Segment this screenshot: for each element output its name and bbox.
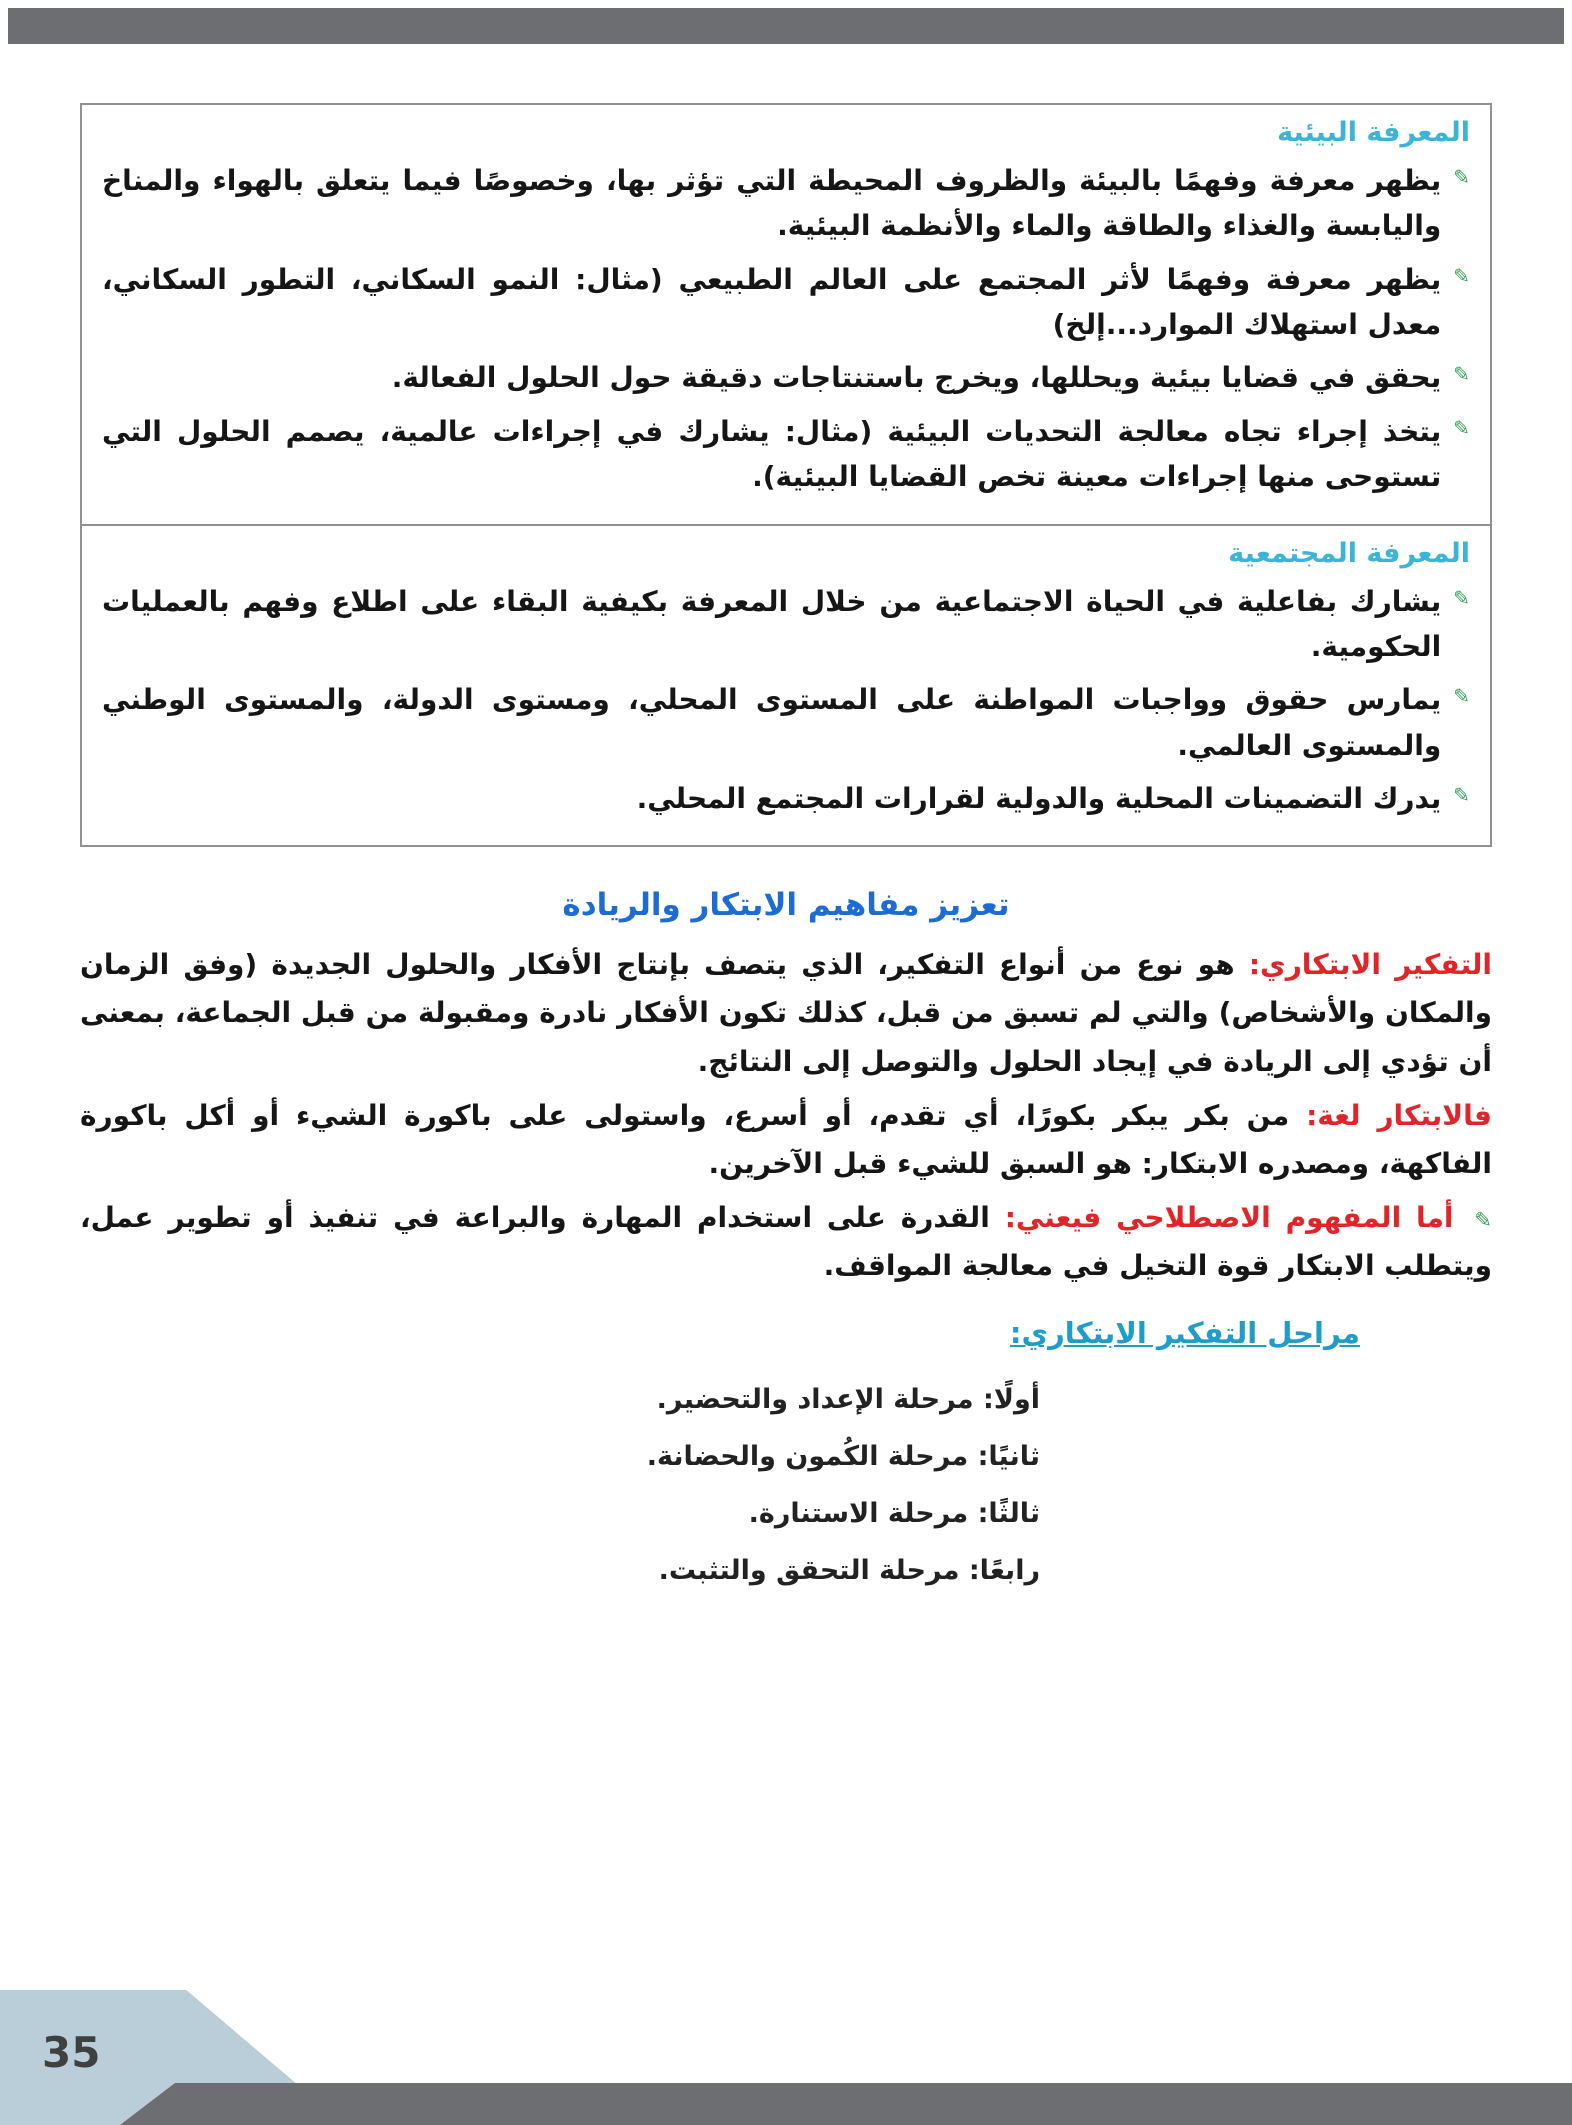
- list-item: [102, 677, 1470, 768]
- stages-list: [80, 1384, 1492, 1586]
- pencil-icon: ✎: [1453, 362, 1470, 387]
- paragraph-lead: التفكير الابتكاري:: [1248, 948, 1493, 982]
- stage-item: ثانيًا: مرحلة الكُمون والحضانة.: [646, 1441, 1040, 1473]
- paragraph-innovative-thinking: [80, 941, 1492, 1085]
- paragraph-innovation-linguistic: [80, 1092, 1492, 1188]
- list-item-text: يحقق في قضايا بيئية ويحللها، ويخرج باستنتاجات دقيقة حول الحلول الفعالة.: [391, 361, 1442, 395]
- section-title: تعزيز مفاهيم الابتكار والريادة: [562, 887, 1010, 924]
- paragraph-text: هو نوع من أنواع التفكير، الذي يتصف بإنتاج الأفكار والحلول الجديدة (وفق الزمان والمكان والأشخاص) والتي لم تسبق من قبل، كذلك تكون الأفكار نادرة ومقبولة من قبل الجماعة، بمعنى أن تؤدي إلى الريادة في إيجاد الحلول والتوصل إلى النتائج.: [80, 948, 1492, 1078]
- pencil-icon: ✎: [1474, 1208, 1493, 1233]
- page-number: 35: [42, 2028, 101, 2077]
- list-item: [102, 409, 1470, 500]
- pencil-icon: ✎: [1453, 415, 1470, 440]
- box-title-societal: المعرفة المجتمعية: [1228, 537, 1470, 569]
- paragraph-lead: أما المفهوم الاصطلاحي فيعني:: [1004, 1201, 1454, 1235]
- paragraph-text: القدرة على استخدام المهارة والبراعة في تنفيذ أو تطوير عمل، ويتطلب الابتكار قوة التخيل في معالجة المواقف.: [80, 1201, 1492, 1283]
- list-item: [102, 355, 1470, 400]
- list-item-text: يتخذ إجراء تجاه معالجة التحديات البيئية (مثال: يشارك في إجراءات عالمية، يصمم الحلول التي تستوحى منها إجراءات معينة تخص القضايا البيئية).: [102, 414, 1442, 494]
- knowledge-box-societal: [80, 524, 1492, 848]
- list-item-text: يظهر معرفة وفهمًا بالبيئة والظروف المحيطة التي تؤثر بها، وخصوصًا فيما يتعلق بالهواء والمناخ واليابسة والغذاء والطاقة والماء والأنظمة البيئية.: [102, 164, 1442, 243]
- pencil-icon: ✎: [1453, 263, 1470, 288]
- pencil-icon: ✎: [1453, 782, 1470, 807]
- stages-heading: مراحل التفكير الابتكاري:: [1009, 1316, 1360, 1351]
- page-content: [80, 103, 1492, 1612]
- stage-item: رابعًا: مرحلة التحقق والتثبت.: [658, 1555, 1040, 1587]
- pencil-icon: ✎: [1453, 165, 1470, 189]
- box-title-environmental: المعرفة البيئية: [1277, 117, 1470, 148]
- knowledge-box-environmental: [80, 103, 1492, 526]
- list-item-text: يشارك بفاعلية في الحياة الاجتماعية من خلال المعرفة بكيفية البقاء على اطلاع وفهم بالعمليات الحكومية.: [102, 584, 1442, 663]
- paragraph-text: من بكر يبكر بكورًا، أي تقدم، أو أسرع، واستولى على باكورة الشيء أو أكل باكورة الفاكهة، ومصدره الابتكار: هو السبق للشيء قبل الآخرين.: [80, 1098, 1492, 1180]
- list-item-text: يظهر معرفة وفهمًا لأثر المجتمع على العالم الطبيعي (مثال: النمو السكاني، التطور السكاني، معدل استهلاك الموارد...إلخ): [102, 262, 1442, 342]
- footer-band-decoration: [120, 2083, 1572, 2125]
- list-item-text: يدرك التضمينات المحلية والدولية لقرارات المجتمع المحلي.: [636, 781, 1442, 815]
- list-item: [102, 158, 1470, 249]
- pencil-icon: ✎: [1453, 684, 1470, 709]
- pencil-icon: ✎: [1453, 585, 1470, 610]
- list-item: [102, 776, 1470, 821]
- stage-item: ثالثًا: مرحلة الاستنارة.: [748, 1498, 1040, 1530]
- list-item-text: يمارس حقوق وواجبات المواطنة على المستوى المحلي، ومستوى الدولة، والمستوى الوطني والمستوى العالمي.: [102, 683, 1442, 762]
- paragraph-terminological-concept: [80, 1194, 1492, 1290]
- stage-item: أولًا: مرحلة الإعداد والتحضير.: [656, 1384, 1040, 1416]
- list-item: [102, 257, 1470, 348]
- list-item: [102, 579, 1470, 670]
- top-decoration-bar: [8, 8, 1564, 44]
- paragraph-lead: فالابتكار لغة:: [1306, 1098, 1492, 1132]
